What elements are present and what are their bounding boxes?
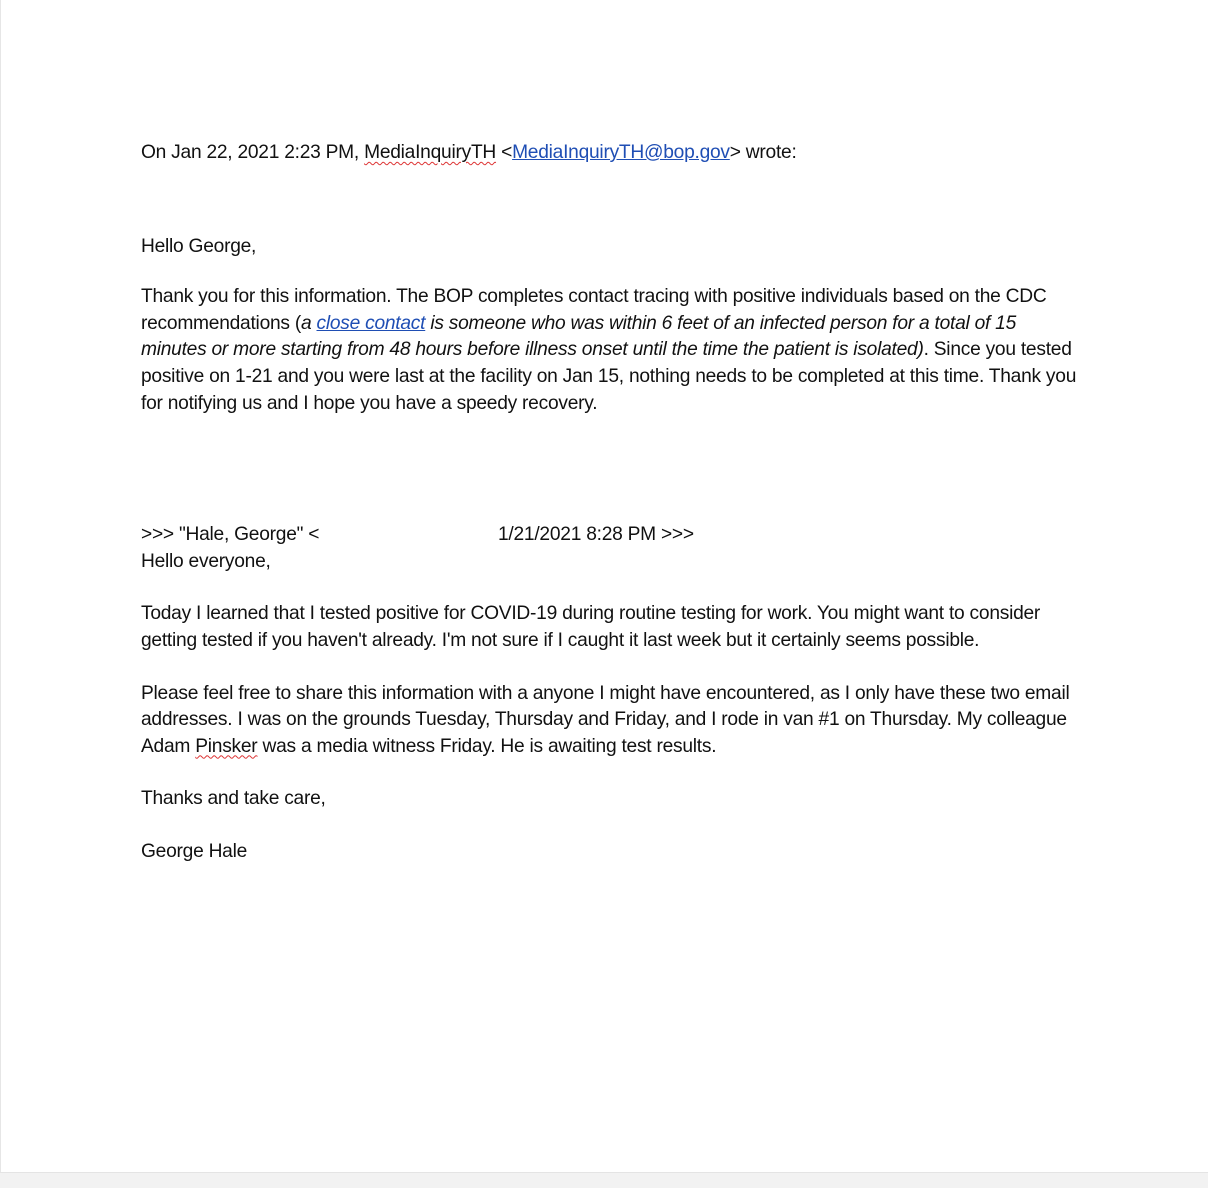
forwarded-header — [141, 522, 1086, 549]
reply-header — [141, 140, 1086, 167]
email-content — [141, 140, 1086, 866]
forwarded-from: >>> "Hale, George" < — [141, 524, 320, 546]
reply-italic-definition: is someone who was within 6 feet of an infected person for a total of 15 minutes or more starting from 48 hours before illness onset until the time the patient is isolated) — [141, 312, 1017, 361]
forwarded-paragraph-2-end: was a media witness Friday. He is awaiting test results. — [257, 735, 717, 757]
reply-body-part1: Thank you for this information. The BOP completes contact tracing with positive individuals based on the CDC recommendations ( — [141, 286, 1047, 334]
email-open-bracket: < — [496, 142, 513, 163]
colleague-name: Pinsker — [195, 735, 258, 757]
reply-header-suffix: > wrote: — [729, 142, 797, 163]
forwarded-paragraph-2 — [141, 681, 1086, 761]
reply-greeting: Hello George, — [141, 235, 257, 257]
sender-name: MediaInquiryTH — [364, 142, 497, 163]
signature: George Hale — [141, 840, 248, 862]
closing-line: Thanks and take care, — [141, 788, 326, 810]
reply-italic-a: a — [300, 312, 317, 334]
reply-body-part2: . Since you tested positive on 1-21 and you were last at the facility on Jan 15, nothing needs to be completed at this time. Thank you for notifying us and I hope you have a speedy recovery. — [141, 339, 1077, 414]
sender-email-link[interactable]: MediaInquiryTH@bop.gov — [512, 142, 730, 163]
close-contact-link[interactable]: close contact — [316, 312, 426, 334]
forwarded-date: 1/21/2021 8:28 PM >>> — [498, 524, 694, 546]
bottom-strip — [0, 1172, 1208, 1188]
forwarded-paragraph-2-start: Please feel free to share this information with a anyone I might have encountered, as I only have these two email addresses. I was on the grounds Tuesday, Thursday and Friday, and I rode in van #1 on Thursday. My colleague Adam — [141, 682, 1070, 757]
forwarded-greeting: Hello everyone, — [141, 550, 271, 572]
reply-body — [141, 284, 1086, 417]
forwarded-paragraph-1: Today I learned that I tested positive for COVID-19 during routine testing for work. You might want to consider getting tested if you haven't already. I'm not sure if I caught it last week but it certainly seems possible. — [141, 603, 1041, 651]
reply-header-prefix: On Jan 22, 2021 2:23 PM, — [141, 142, 365, 163]
